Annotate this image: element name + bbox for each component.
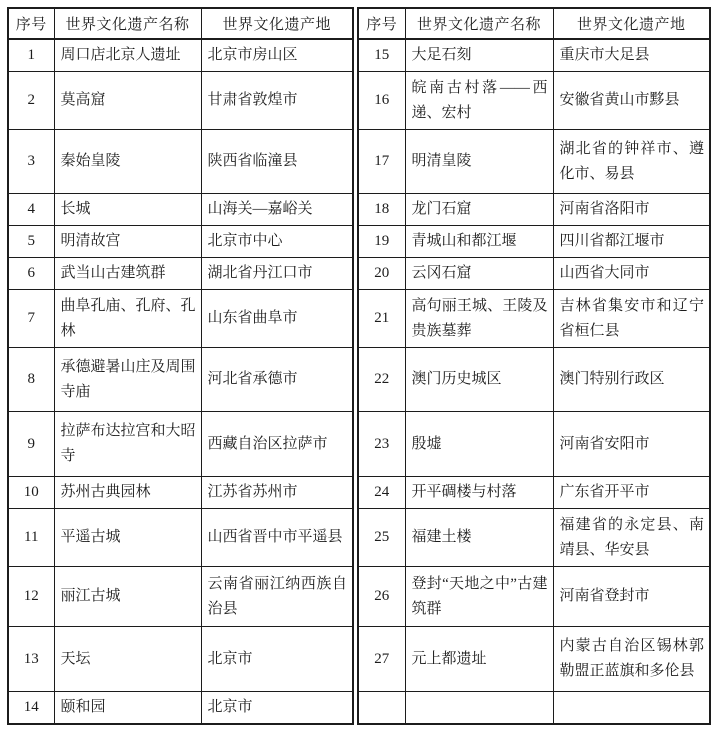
heritage-place-cell: 湖北省丹江口市 [201, 258, 353, 290]
row-number-cell: 13 [8, 627, 54, 692]
heritage-table-right [357, 7, 711, 725]
heritage-place-cell: 内蒙古自治区锡林郭勒盟正蓝旗和多伦县 [553, 627, 710, 692]
row-number-cell: 2 [8, 72, 54, 130]
heritage-place-cell: 重庆市大足县 [553, 39, 710, 72]
heritage-place-cell: 安徽省黄山市黟县 [553, 72, 710, 130]
row-number-cell: 10 [8, 477, 54, 509]
heritage-place-cell: 西藏自治区拉萨市 [201, 412, 353, 477]
row-number-cell: 17 [358, 130, 405, 194]
table-row [358, 412, 710, 477]
heritage-name-cell: 拉萨布达拉宫和大昭寺 [54, 412, 201, 477]
heritage-name-cell: 龙门石窟 [405, 194, 553, 226]
table-row [358, 290, 710, 348]
heritage-name-cell: 大足石刻 [405, 39, 553, 72]
heritage-name-cell: 开平碉楼与村落 [405, 477, 553, 509]
heritage-name-cell: 武当山古建筑群 [54, 258, 201, 290]
heritage-name-cell: 曲阜孔庙、孔府、孔林 [54, 290, 201, 348]
heritage-place-cell: 吉林省集安市和辽宁省桓仁县 [553, 290, 710, 348]
row-number-cell: 21 [358, 290, 405, 348]
heritage-name-cell: 长城 [54, 194, 201, 226]
heritage-name-cell: 承德避暑山庄及周围寺庙 [54, 348, 201, 412]
heritage-name-cell: 颐和园 [54, 692, 201, 725]
heritage-place-cell: 江苏省苏州市 [201, 477, 353, 509]
row-number-cell: 16 [358, 72, 405, 130]
heritage-name-cell: 莫高窟 [54, 72, 201, 130]
heritage-place-cell: 陕西省临潼县 [201, 130, 353, 194]
heritage-place-cell: 云南省丽江纳西族自治县 [201, 567, 353, 627]
heritage-name-cell: 殷墟 [405, 412, 553, 477]
row-number-cell [358, 692, 405, 724]
row-number-cell: 8 [8, 348, 54, 412]
table-row [358, 194, 710, 226]
row-number-cell: 12 [8, 567, 54, 627]
row-number-cell: 22 [358, 348, 405, 412]
column-header-index: 序号 [358, 8, 405, 39]
table-row [358, 72, 710, 130]
heritage-place-cell: 山海关—嘉峪关 [201, 194, 353, 226]
table-row [8, 258, 353, 290]
table-row [8, 567, 353, 627]
heritage-place-cell: 四川省都江堰市 [553, 226, 710, 258]
heritage-name-cell: 福建土楼 [405, 509, 553, 567]
table-row [358, 692, 710, 724]
heritage-place-cell: 澳门特别行政区 [553, 348, 710, 412]
heritage-name-cell: 高句丽王城、王陵及贵族墓葬 [405, 290, 553, 348]
table-row [8, 130, 353, 194]
heritage-place-cell: 湖北省的钟祥市、遵化市、易县 [553, 130, 710, 194]
heritage-table-right-body [358, 39, 710, 724]
row-number-cell: 1 [8, 39, 54, 72]
heritage-place-cell: 山西省大同市 [553, 258, 710, 290]
table-row [358, 477, 710, 509]
heritage-name-cell: 澳门历史城区 [405, 348, 553, 412]
heritage-name-cell: 皖南古村落——西递、宏村 [405, 72, 553, 130]
heritage-name-cell: 青城山和都江堰 [405, 226, 553, 258]
heritage-name-cell: 苏州古典园林 [54, 477, 201, 509]
heritage-place-cell: 山西省晋中市平遥县 [201, 509, 353, 567]
table-row [8, 692, 353, 725]
row-number-cell: 7 [8, 290, 54, 348]
row-number-cell: 6 [8, 258, 54, 290]
table-row [8, 627, 353, 692]
row-number-cell: 11 [8, 509, 54, 567]
table-row [358, 567, 710, 627]
column-header-place: 世界文化遗产地 [201, 8, 353, 39]
table-row [8, 477, 353, 509]
heritage-name-cell: 秦始皇陵 [54, 130, 201, 194]
table-row [358, 226, 710, 258]
header-row [358, 8, 710, 39]
table-row [8, 226, 353, 258]
row-number-cell: 5 [8, 226, 54, 258]
row-number-cell: 26 [358, 567, 405, 627]
row-number-cell: 9 [8, 412, 54, 477]
table-row [8, 348, 353, 412]
table-row [358, 39, 710, 72]
table-row [8, 509, 353, 567]
row-number-cell: 3 [8, 130, 54, 194]
heritage-tables-wrapper [7, 7, 711, 725]
table-row [8, 290, 353, 348]
heritage-place-cell: 北京市 [201, 692, 353, 725]
table-row [8, 72, 353, 130]
row-number-cell: 25 [358, 509, 405, 567]
row-number-cell: 19 [358, 226, 405, 258]
row-number-cell: 27 [358, 627, 405, 692]
column-header-place: 世界文化遗产地 [553, 8, 710, 39]
table-row [358, 509, 710, 567]
row-number-cell: 14 [8, 692, 54, 725]
heritage-table-left [7, 7, 354, 725]
heritage-place-cell: 甘肃省敦煌市 [201, 72, 353, 130]
heritage-name-cell: 明清故宫 [54, 226, 201, 258]
table-row [358, 348, 710, 412]
table-row [358, 130, 710, 194]
heritage-place-cell: 山东省曲阜市 [201, 290, 353, 348]
row-number-cell: 15 [358, 39, 405, 72]
heritage-name-cell: 丽江古城 [54, 567, 201, 627]
table-row [8, 194, 353, 226]
column-header-index: 序号 [8, 8, 54, 39]
heritage-place-cell: 河北省承德市 [201, 348, 353, 412]
header-row [8, 8, 353, 39]
heritage-place-cell: 北京市中心 [201, 226, 353, 258]
heritage-place-cell: 福建省的永定县、南靖县、华安县 [553, 509, 710, 567]
row-number-cell: 23 [358, 412, 405, 477]
heritage-name-cell: 登封“天地之中”古建筑群 [405, 567, 553, 627]
heritage-place-cell [553, 692, 710, 724]
column-header-name: 世界文化遗产名称 [54, 8, 201, 39]
heritage-name-cell: 明清皇陵 [405, 130, 553, 194]
heritage-name-cell: 云冈石窟 [405, 258, 553, 290]
heritage-place-cell: 北京市房山区 [201, 39, 353, 72]
row-number-cell: 20 [358, 258, 405, 290]
row-number-cell: 24 [358, 477, 405, 509]
row-number-cell: 4 [8, 194, 54, 226]
heritage-name-cell: 元上都遗址 [405, 627, 553, 692]
heritage-place-cell: 河南省安阳市 [553, 412, 710, 477]
heritage-name-cell: 天坛 [54, 627, 201, 692]
table-row [8, 39, 353, 72]
heritage-place-cell: 广东省开平市 [553, 477, 710, 509]
heritage-place-cell: 河南省洛阳市 [553, 194, 710, 226]
heritage-name-cell [405, 692, 553, 724]
table-row [358, 627, 710, 692]
heritage-place-cell: 北京市 [201, 627, 353, 692]
table-row [358, 258, 710, 290]
row-number-cell: 18 [358, 194, 405, 226]
table-row [8, 412, 353, 477]
heritage-place-cell: 河南省登封市 [553, 567, 710, 627]
heritage-name-cell: 周口店北京人遗址 [54, 39, 201, 72]
column-header-name: 世界文化遗产名称 [405, 8, 553, 39]
heritage-name-cell: 平遥古城 [54, 509, 201, 567]
heritage-table-left-body [8, 39, 353, 724]
